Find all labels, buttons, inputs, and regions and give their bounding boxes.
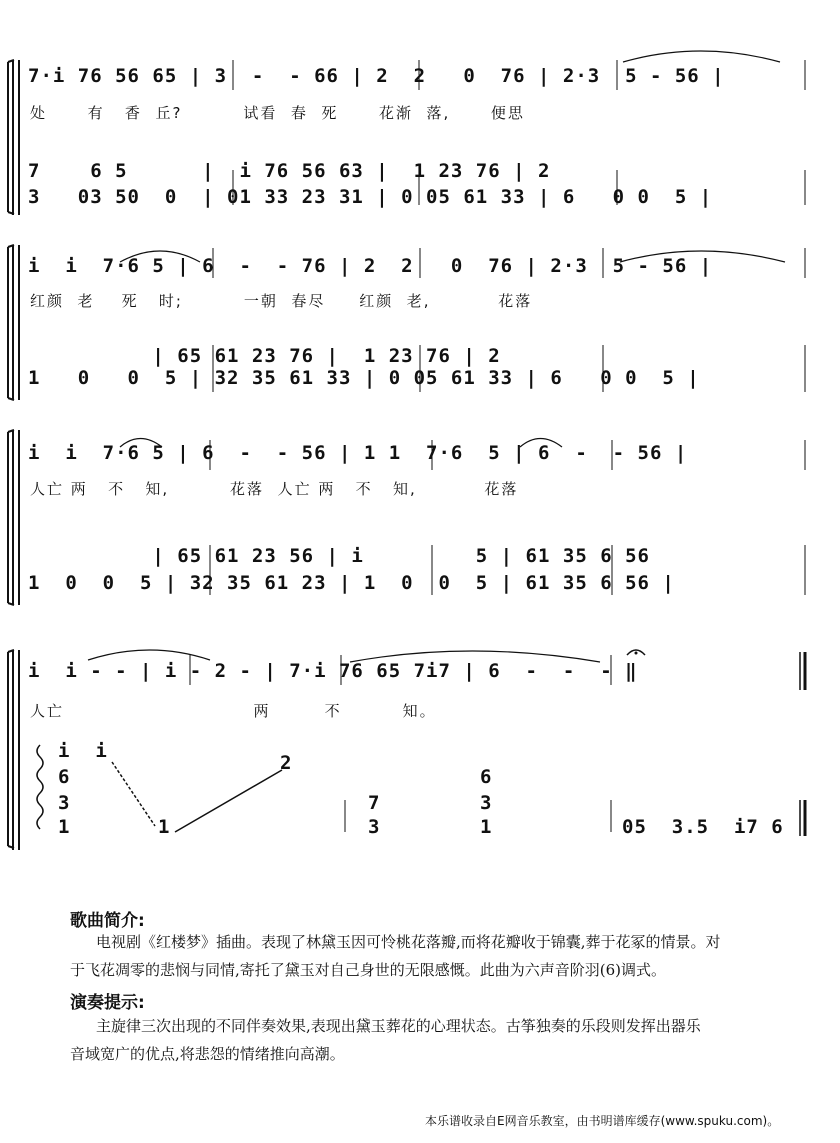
lyrics-line: 人亡 两 不 知, 花落 人亡 两 不 知, 花落 [30,480,519,498]
accompaniment-upper: | 65 61 23 76 | 1 23 76 | 2 [28,345,501,367]
performance-paragraph-line-2: 音域宽广的优点,将悲怨的情绪推向高潮。 [70,1045,345,1063]
intro-paragraph-line-1: 电视剧《红楼梦》插曲。表现了林黛玉因可怜桃花落瓣,而将花瓣收于锦囊,葬于花冢的情景。对 [96,933,721,951]
chord-note: 3 [480,792,493,814]
chord-note: 7 [368,792,381,814]
closing-run: 05 3.5 i7 6 [622,816,784,838]
melody-line: i i 7·6 5 | 6 - - 56 | 1 1 7·6 5 | 6 - - 56 | [28,442,688,464]
harp-chord-note: i i [58,740,108,762]
chord-note: 6 [480,766,493,788]
intro-heading: 歌曲简介: [70,911,145,931]
performance-heading: 演奏提示: [70,993,145,1013]
glissando-top-note: 2 [280,752,293,774]
harp-chord-note: 6 [58,766,71,788]
accompaniment-lower: 3 03 50 0 | 01 33 23 31 | 0 05 61 33 | 6 0 0 5 | [28,186,713,208]
melody-line: i i - - | i - 2 - | 7·i 76 65 7i7 | 6 - - - ‖ [28,660,638,682]
melody-line: i i 7·6 5 | 6 - - 76 | 2 2 0 76 | 2·3 5 - 56 | [28,255,713,277]
chord-note: 1 [480,816,493,838]
accompaniment-lower: 1 0 0 5 | 32 35 61 33 | 0 05 61 33 | 6 0 0 5 | [28,367,700,389]
harp-chord-note: 1 [58,816,71,838]
performance-paragraph-line-1: 主旋律三次出现的不同伴奏效果,表现出黛玉葬花的心理状态。古筝独奏的乐段则发挥出器乐 [96,1017,701,1035]
harp-chord-note: 3 [58,792,71,814]
intro-paragraph-line-2: 于飞花凋零的悲悯与同情,寄托了黛玉对自己身世的无限感慨。此曲为六声音阶羽(6)调式。 [70,961,667,979]
chord-note: 3 [368,816,381,838]
lyrics-line: 红颜 老 死 时; 一朝 春尽 红颜 老, 花落 [30,292,533,310]
glissando-bottom-note: 1 [158,816,171,838]
lyrics-line: 处 有 香 丘? 试看 春 死 花渐 落, 便思 [30,104,525,122]
accompaniment-upper: 7 6 5 | i 76 56 63 | 1 23 76 | 2 [28,160,551,182]
source-credit: 本乐谱收录自E网音乐教室，由书明谱库缓存(www.spuku.com)。 [425,1114,780,1128]
accompaniment-upper: | 65 61 23 56 | i 5 | 61 35 6 56 [28,545,650,567]
accompaniment-lower: 1 0 0 5 | 32 35 61 23 | 1 0 0 5 | 61 35 6 56 | [28,572,675,594]
melody-line: 7·i 76 56 65 | 3 - - 66 | 2 2 0 76 | 2·3 5 - 56 | [28,65,725,87]
lyrics-line: 人亡 两 不 知。 [30,702,437,720]
